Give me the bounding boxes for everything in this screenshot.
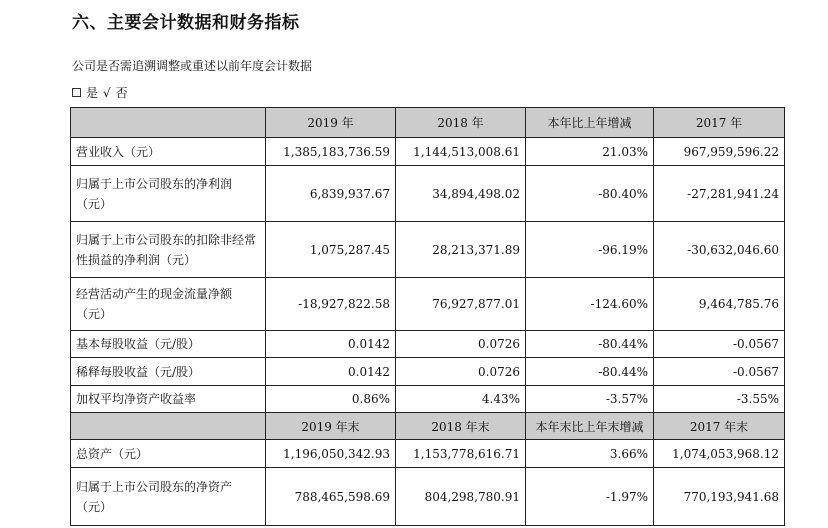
cell-value: -96.19% (526, 222, 654, 278)
cell-value: 21.03% (526, 138, 654, 166)
row-label: 稀释每股收益（元/股） (71, 358, 266, 386)
header-cell: 2017 年末 (654, 413, 785, 440)
cell-value: 1,075,287.45 (266, 222, 396, 278)
table-row (71, 166, 785, 222)
cell-value: -1.97% (526, 468, 654, 526)
cell-value: 1,144,513,008.61 (396, 138, 526, 166)
cell-value: -3.55% (654, 386, 785, 413)
cell-value: 3.66% (526, 440, 654, 468)
restatement-question: 公司是否需追溯调整或重述以前年度会计数据 (72, 59, 313, 73)
financial-data-table (70, 107, 785, 526)
header-cell: 本年末比上年末增减 (526, 413, 654, 440)
cell-value: -80.44% (526, 358, 654, 386)
table-row (71, 440, 785, 468)
cell-value: 76,927,877.01 (396, 278, 526, 331)
cell-value: 788,465,598.69 (266, 468, 396, 526)
cell-value: 1,385,183,736.59 (266, 138, 396, 166)
cell-value: -27,281,941.24 (654, 166, 785, 222)
option-yes: 是 (86, 86, 99, 100)
cell-value: 4.43% (396, 386, 526, 413)
header-row-year-end (71, 413, 785, 440)
table-row (71, 138, 785, 166)
row-label: 总资产（元） (71, 440, 266, 468)
row-label: 归属于上市公司股东的净资产（元） (71, 468, 266, 526)
header-cell: 2018 年末 (396, 413, 526, 440)
cell-value: 34,894,498.02 (396, 166, 526, 222)
header-cell (71, 108, 266, 138)
cell-value: 0.0726 (396, 331, 526, 358)
cell-value: -0.0567 (654, 358, 785, 386)
table-row (71, 358, 785, 386)
row-label: 基本每股收益（元/股） (71, 331, 266, 358)
cell-value: 28,213,371.89 (396, 222, 526, 278)
cell-value: 1,153,778,616.71 (396, 440, 526, 468)
check-mark: √ (103, 85, 111, 100)
cell-value: -0.0567 (654, 331, 785, 358)
row-label: 归属于上市公司股东的净利润（元） (71, 166, 266, 222)
header-cell: 2018 年 (396, 108, 526, 138)
cell-value: -3.57% (526, 386, 654, 413)
cell-value: 0.0142 (266, 331, 396, 358)
cell-value: -80.40% (526, 166, 654, 222)
cell-value: -30,632,046.60 (654, 222, 785, 278)
cell-value: 967,959,596.22 (654, 138, 785, 166)
header-cell (71, 413, 266, 440)
row-label: 加权平均净资产收益率 (71, 386, 266, 413)
row-label: 营业收入（元） (71, 138, 266, 166)
header-row-annual (71, 108, 785, 138)
restatement-options (72, 84, 128, 101)
checkbox-icon (72, 88, 81, 97)
section-heading: 六、主要会计数据和财务指标 (72, 13, 300, 33)
header-cell: 2019 年 (266, 108, 396, 138)
cell-value: 804,298,780.91 (396, 468, 526, 526)
option-no: 否 (115, 86, 128, 100)
row-label: 经营活动产生的现金流量净额（元） (71, 278, 266, 331)
cell-value: -18,927,822.58 (266, 278, 396, 331)
header-cell: 本年比上年增减 (526, 108, 654, 138)
table-row (71, 331, 785, 358)
table-row (71, 278, 785, 331)
table-row (71, 222, 785, 278)
header-cell: 2019 年末 (266, 413, 396, 440)
cell-value: 1,196,050,342.93 (266, 440, 396, 468)
cell-value: 770,193,941.68 (654, 468, 785, 526)
header-cell: 2017 年 (654, 108, 785, 138)
row-label: 归属于上市公司股东的扣除非经常性损益的净利润（元） (71, 222, 266, 278)
table-row (71, 386, 785, 413)
table-row (71, 468, 785, 526)
cell-value: 9,464,785.76 (654, 278, 785, 331)
cell-value: -80.44% (526, 331, 654, 358)
cell-value: 0.86% (266, 386, 396, 413)
cell-value: 0.0142 (266, 358, 396, 386)
cell-value: 1,074,053,968.12 (654, 440, 785, 468)
cell-value: 6,839,937.67 (266, 166, 396, 222)
cell-value: 0.0726 (396, 358, 526, 386)
cell-value: -124.60% (526, 278, 654, 331)
